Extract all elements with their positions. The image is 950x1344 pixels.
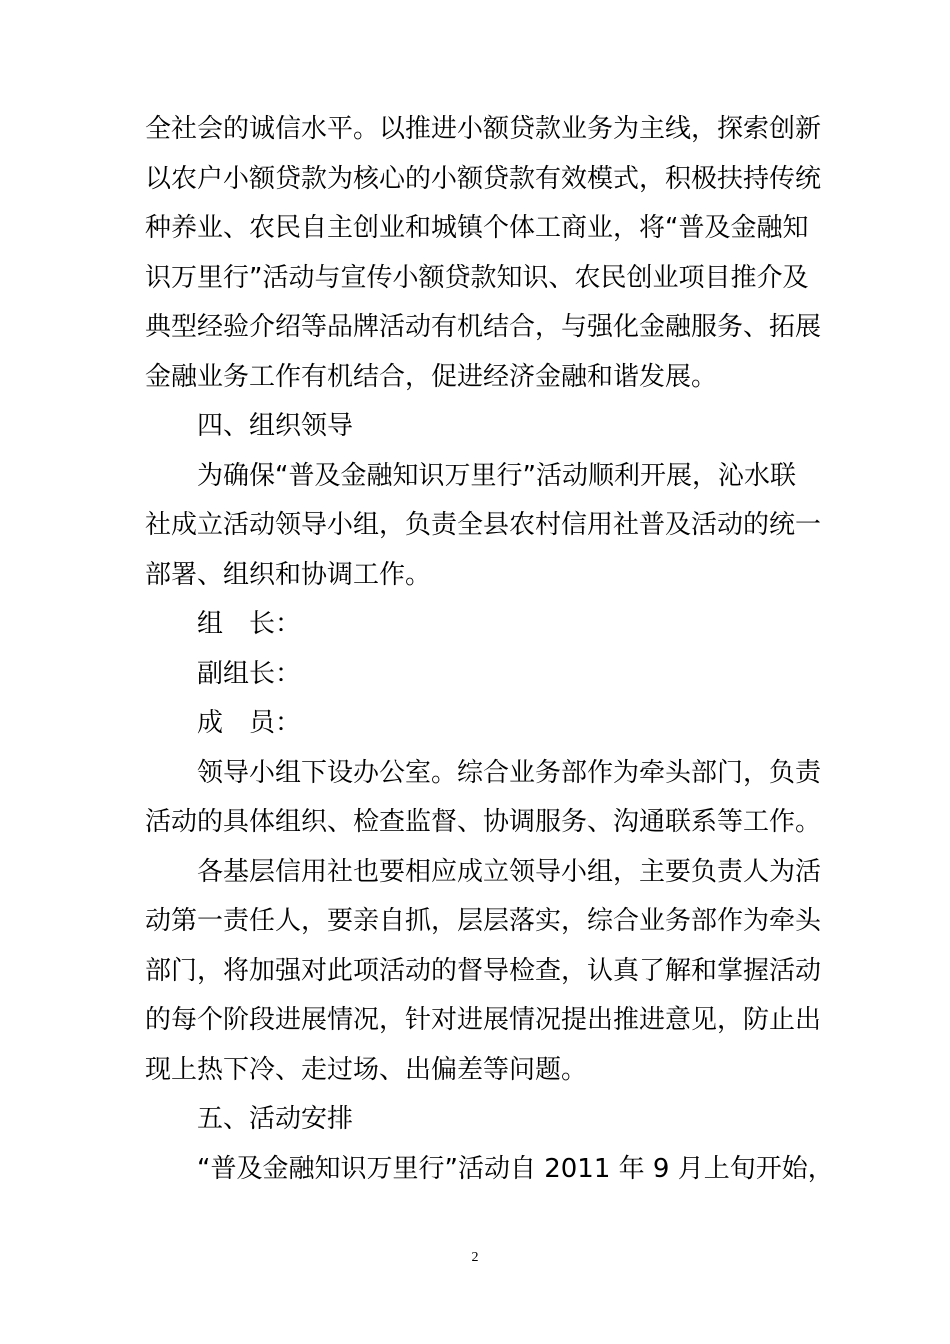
text-line: “普及金融知识万里行”活动自 2011 年 9 月上旬开始，	[197, 1153, 834, 1184]
text-line: 部署、组织和协调工作。	[145, 559, 432, 590]
section-heading: 四、组织领导	[197, 411, 354, 441]
text-line: 社成立活动领导小组，负责全县农村信用社普及活动的统一	[145, 510, 822, 540]
section-heading: 五、活动安排	[197, 1104, 354, 1134]
role-deputy-leader: 副组长：	[197, 658, 302, 689]
text-line: 各基层信用社也要相应成立领导小组，主要负责人为活	[197, 856, 822, 887]
text-line: 金融业务工作有机结合，促进经济金融和谐发展。	[145, 361, 718, 392]
text-line: 典型经验介绍等品牌活动有机结合，与强化金融服务、拓展	[145, 312, 822, 342]
role-members: 成 员：	[197, 708, 302, 738]
text-line: 现上热下冷、走过场、出偏差等问题。	[145, 1054, 588, 1085]
text-line: 为确保“普及金融知识万里行”活动顺利开展，沁水联	[197, 460, 796, 491]
text-line: 部门，将加强对此项活动的督导检查，认真了解和掌握活动	[145, 955, 822, 986]
text-line: 动第一责任人，要亲自抓，层层落实，综合业务部作为牵头	[145, 906, 822, 936]
document-body	[145, 105, 834, 1194]
text-line: 活动的具体组织、检查监督、协调服务、沟通联系等工作。	[145, 807, 822, 837]
page-number: 2	[471, 1250, 479, 1265]
role-leader: 组 长：	[197, 609, 302, 639]
text-line: 识万里行”活动与宣传小额贷款知识、农民创业项目推介及	[145, 262, 809, 293]
text-line: 领导小组下设办公室。综合业务部作为牵头部门，负责	[197, 757, 822, 788]
text-line: 的每个阶段进展情况，针对进展情况提出推进意见，防止出	[145, 1005, 822, 1035]
text-line: 以农户小额贷款为核心的小额贷款有效模式，积极扶持传统	[145, 163, 822, 194]
text-line: 全社会的诚信水平。以推进小额贷款业务为主线，探索创新	[145, 114, 822, 144]
text-line: 种养业、农民自主创业和城镇个体工商业，将“普及金融知	[145, 213, 809, 243]
